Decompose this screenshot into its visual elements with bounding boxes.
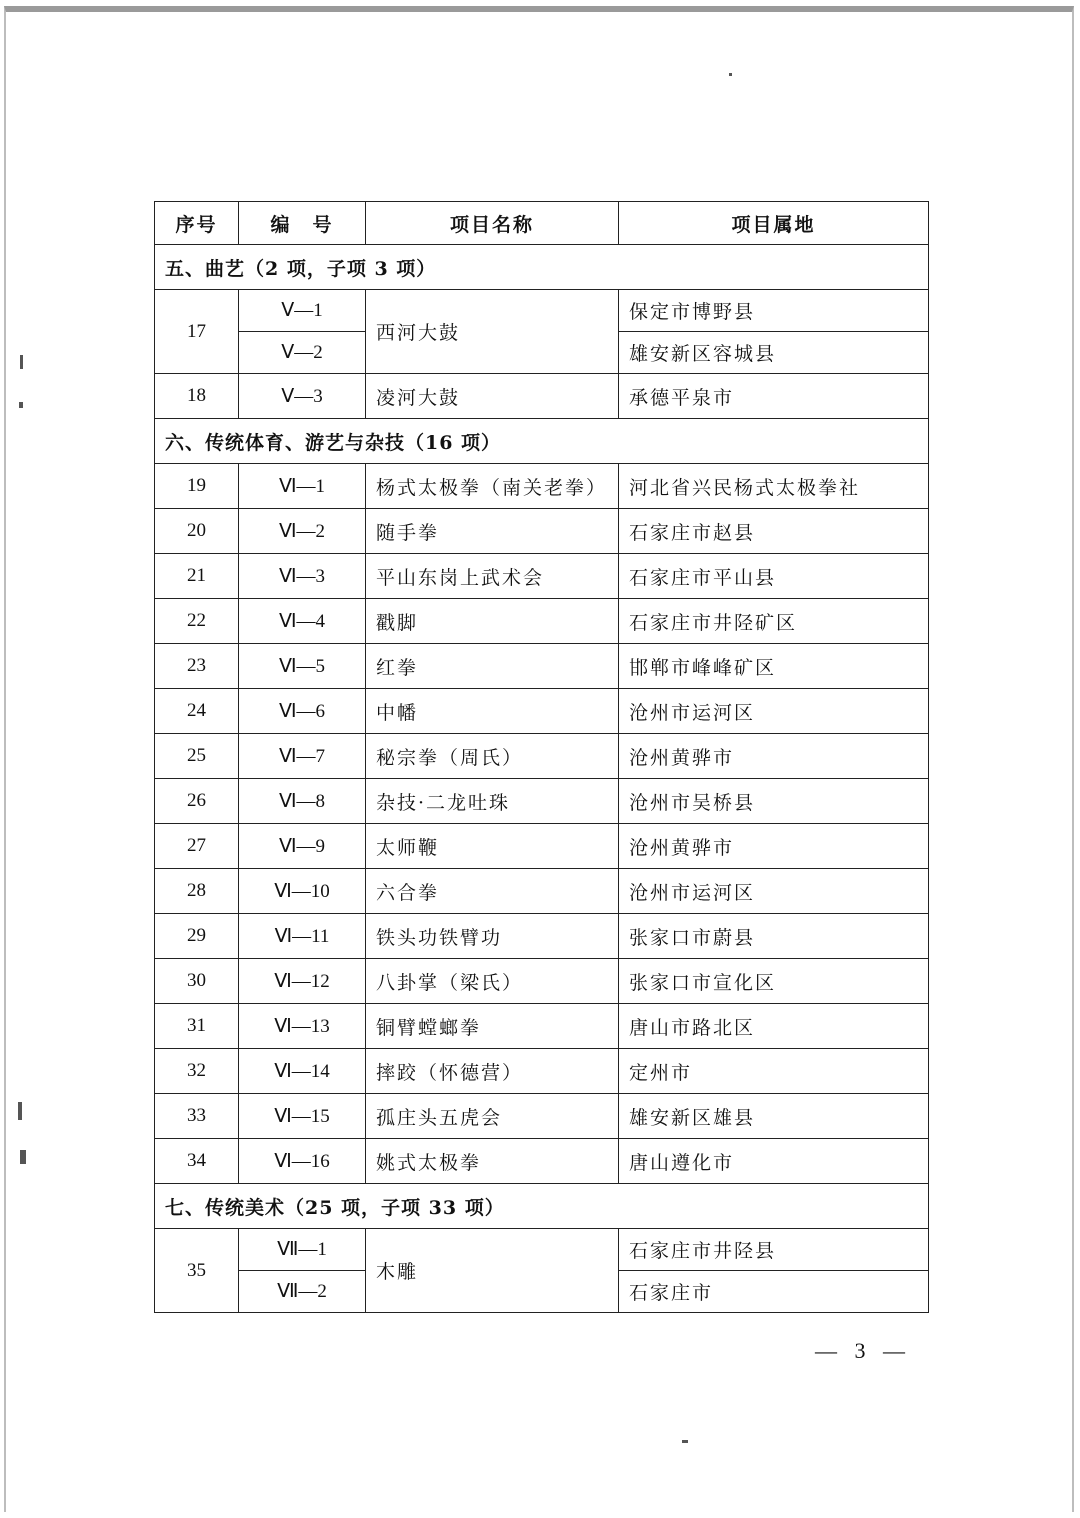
- project-name-cell: 孤庄头五虎会: [366, 1094, 619, 1139]
- project-place-cell: 石家庄市平山县: [619, 554, 929, 599]
- project-name-cell: 铁头功铁臂功: [366, 914, 619, 959]
- table-row: [155, 914, 929, 959]
- seq-cell: 18: [155, 374, 239, 419]
- project-place-cell: 沧州市运河区: [619, 869, 929, 914]
- project-name-cell: 摔跤（怀德营）: [366, 1049, 619, 1094]
- project-place-cell: 定州市: [619, 1049, 929, 1094]
- project-name-cell: 秘宗拳（周氏）: [366, 734, 619, 779]
- seq-cell: 28: [155, 869, 239, 914]
- project-place-cell: 河北省兴民杨式太极拳社: [619, 464, 929, 509]
- scan-speck: [729, 73, 732, 76]
- project-place-cell: 沧州黄骅市: [619, 734, 929, 779]
- project-name-cell: 红拳: [366, 644, 619, 689]
- project-place-cell: 石家庄市井陉矿区: [619, 599, 929, 644]
- scan-speck: [20, 1150, 26, 1164]
- project-place-cell: 沧州市吴桥县: [619, 779, 929, 824]
- project-place-cell: 承德平泉市: [619, 374, 929, 419]
- project-name-cell: 姚式太极拳: [366, 1139, 619, 1184]
- table-row: [155, 1049, 929, 1094]
- code-cell: Ⅵ—9: [239, 824, 366, 869]
- project-place-cell: 邯郸市峰峰矿区: [619, 644, 929, 689]
- code-cell: Ⅵ—3: [239, 554, 366, 599]
- section-title: 六、传统体育、游艺与杂技（16 项）: [155, 419, 929, 464]
- seq-cell: 31: [155, 1004, 239, 1049]
- project-place-cell: 石家庄市赵县: [619, 509, 929, 554]
- seq-cell: 17: [155, 290, 239, 374]
- table-row: [155, 689, 929, 734]
- table-header-row: [155, 202, 929, 245]
- header-name: 项目名称: [366, 202, 619, 245]
- seq-cell: 34: [155, 1139, 239, 1184]
- table-row: [155, 464, 929, 509]
- table-row: [155, 959, 929, 1004]
- code-cell: Ⅶ—2: [239, 1271, 366, 1313]
- heritage-list-table: [154, 201, 929, 1313]
- table-row: [155, 599, 929, 644]
- section-heading-row: [155, 1184, 929, 1229]
- scan-speck: [19, 402, 23, 408]
- table-row: [155, 509, 929, 554]
- seq-cell: 23: [155, 644, 239, 689]
- code-cell: Ⅴ—3: [239, 374, 366, 419]
- project-name-cell: 木雕: [366, 1229, 619, 1313]
- seq-cell: 33: [155, 1094, 239, 1139]
- code-cell: Ⅴ—1: [239, 290, 366, 332]
- code-cell: Ⅵ—4: [239, 599, 366, 644]
- project-name-cell: 铜臂螳螂拳: [366, 1004, 619, 1049]
- seq-cell: 26: [155, 779, 239, 824]
- page-number: — 3 —: [815, 1338, 911, 1363]
- scan-speck: [20, 355, 23, 369]
- table-row: [155, 1094, 929, 1139]
- project-name-cell: 太师鞭: [366, 824, 619, 869]
- project-place-cell: 石家庄市: [619, 1271, 929, 1313]
- project-place-cell: 石家庄市井陉县: [619, 1229, 929, 1271]
- seq-cell: 19: [155, 464, 239, 509]
- table-row: [155, 734, 929, 779]
- project-name-cell: 六合拳: [366, 869, 619, 914]
- table-row: [155, 1139, 929, 1184]
- table-row: [155, 290, 929, 332]
- project-place-cell: 沧州市运河区: [619, 689, 929, 734]
- project-name-cell: 杨式太极拳（南关老拳）: [366, 464, 619, 509]
- seq-cell: 27: [155, 824, 239, 869]
- seq-cell: 24: [155, 689, 239, 734]
- project-name-cell: 八卦掌（梁氏）: [366, 959, 619, 1004]
- table-row: [155, 554, 929, 599]
- code-cell: Ⅵ—13: [239, 1004, 366, 1049]
- project-place-cell: 张家口市蔚县: [619, 914, 929, 959]
- code-cell: Ⅵ—8: [239, 779, 366, 824]
- code-cell: Ⅵ—15: [239, 1094, 366, 1139]
- seq-cell: 21: [155, 554, 239, 599]
- code-cell: Ⅵ—12: [239, 959, 366, 1004]
- project-place-cell: 唐山遵化市: [619, 1139, 929, 1184]
- table-row: [155, 644, 929, 689]
- code-cell: Ⅵ—14: [239, 1049, 366, 1094]
- project-place-cell: 雄安新区容城县: [619, 332, 929, 374]
- seq-cell: 22: [155, 599, 239, 644]
- table-row: [155, 1229, 929, 1271]
- seq-cell: 29: [155, 914, 239, 959]
- seq-cell: 20: [155, 509, 239, 554]
- project-place-cell: 张家口市宣化区: [619, 959, 929, 1004]
- project-name-cell: 随手拳: [366, 509, 619, 554]
- code-cell: Ⅵ—2: [239, 509, 366, 554]
- seq-cell: 35: [155, 1229, 239, 1313]
- table-row: [155, 824, 929, 869]
- project-place-cell: 沧州黄骅市: [619, 824, 929, 869]
- section-heading-row: [155, 245, 929, 290]
- table-row: [155, 1004, 929, 1049]
- header-place: 项目属地: [619, 202, 929, 245]
- code-cell: Ⅵ—11: [239, 914, 366, 959]
- project-name-cell: 凌河大鼓: [366, 374, 619, 419]
- table-body: [155, 245, 929, 1313]
- code-cell: Ⅵ—10: [239, 869, 366, 914]
- seq-cell: 30: [155, 959, 239, 1004]
- code-cell: Ⅶ—1: [239, 1229, 366, 1271]
- table-row: [155, 869, 929, 914]
- project-name-cell: 西河大鼓: [366, 290, 619, 374]
- project-place-cell: 雄安新区雄县: [619, 1094, 929, 1139]
- header-seq: 序号: [155, 202, 239, 245]
- project-place-cell: 唐山市路北区: [619, 1004, 929, 1049]
- header-code: 编 号: [239, 202, 366, 245]
- code-cell: Ⅴ—2: [239, 332, 366, 374]
- code-cell: Ⅵ—6: [239, 689, 366, 734]
- scan-speck: [682, 1440, 688, 1443]
- project-name-cell: 中幡: [366, 689, 619, 734]
- project-name-cell: 杂技·二龙吐珠: [366, 779, 619, 824]
- section-title: 五、曲艺（2 项，子项 3 项）: [155, 245, 929, 290]
- code-cell: Ⅵ—5: [239, 644, 366, 689]
- code-cell: Ⅵ—1: [239, 464, 366, 509]
- project-name-cell: 戳脚: [366, 599, 619, 644]
- project-name-cell: 平山东岗上武术会: [366, 554, 619, 599]
- table-row: [155, 374, 929, 419]
- section-heading-row: [155, 419, 929, 464]
- project-place-cell: 保定市博野县: [619, 290, 929, 332]
- seq-cell: 25: [155, 734, 239, 779]
- scan-speck: [18, 1102, 22, 1120]
- code-cell: Ⅵ—16: [239, 1139, 366, 1184]
- table-row: [155, 779, 929, 824]
- seq-cell: 32: [155, 1049, 239, 1094]
- code-cell: Ⅵ—7: [239, 734, 366, 779]
- section-title: 七、传统美术（25 项，子项 33 项）: [155, 1184, 929, 1229]
